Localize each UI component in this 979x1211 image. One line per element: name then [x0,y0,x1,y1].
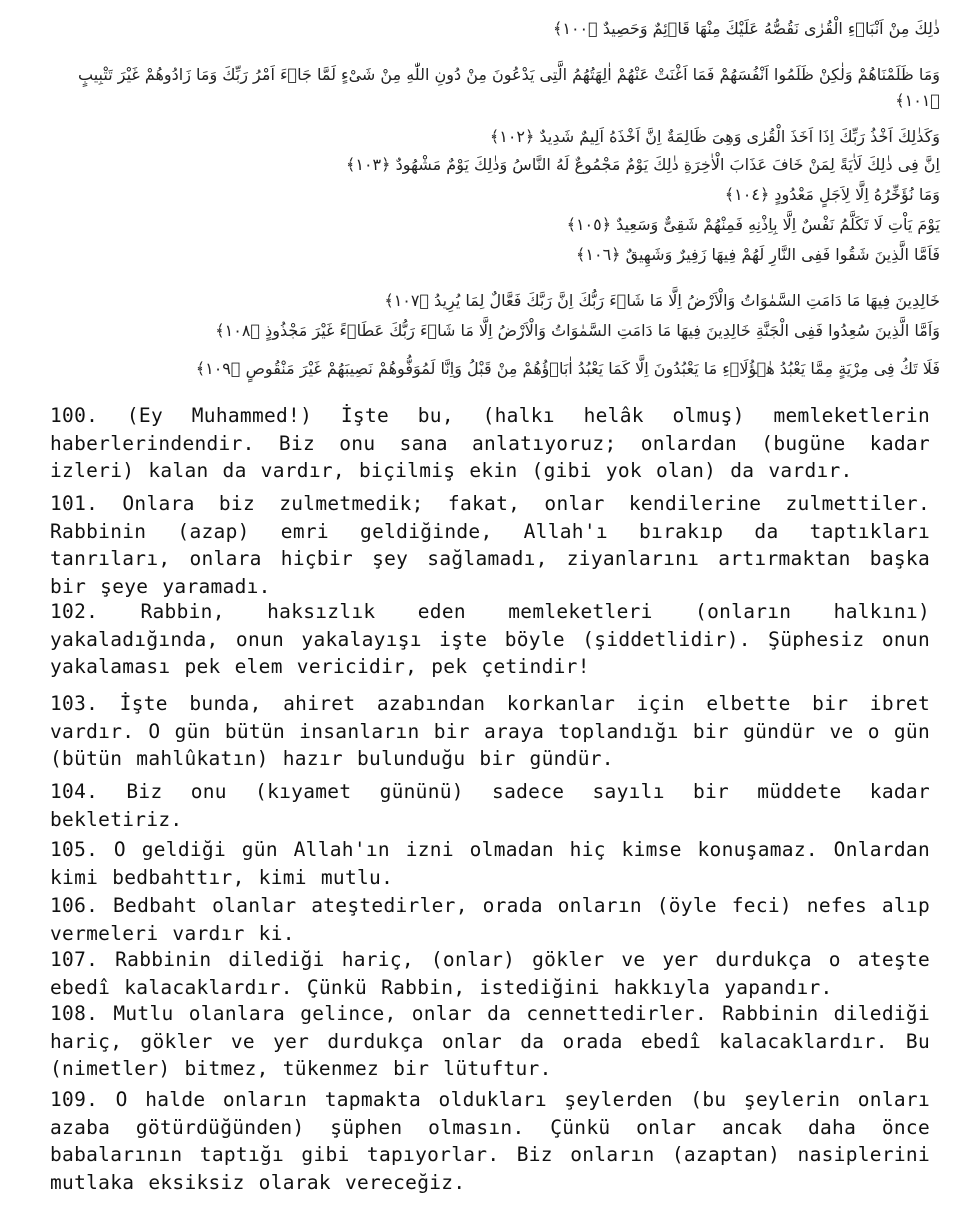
arabic-verse-101: وَمَا ظَلَمْنَاهُمْ وَلٰكِنْ ظَلَمُوا اَنْفُسَهُمْ فَمَا اَغْنَتْ عَنْهُمْ اٰلِهَتُهُمُ الَّتِى يَدْعُونَ مِنْ دُونِ اللّٰهِ مِنْ شَىْءٍ لَمَّا جَاۤءَ اَمْرُ رَبِّكَ وَمَا زَادُوهُمْ غَيْرَ تَتْبِيبٍ ﴿١٠١﴾ [78,65,940,110]
translation-verse-109: 109. O halde onların tapmakta oldukları şeylerden (bu şeylerin onları azaba götürdüğünden) şüphen olmasın. Çünkü onlar ancak daha önce babalarının taptığı gibi tapıyorlar. Biz onların (azaptan) nasiplerini mutlaka eksiksiz olarak vereceğiz. [50,1088,930,1194]
translation-verse-104: 104. Biz onu (kıyamet gününü) sadece sayılı bir müddete kadar bekletiriz. [50,780,930,831]
arabic-verse-103: اِنَّ فِى ذٰلِكَ لَاٰيَةً لِمَنْ خَافَ عَذَابَ الْاٰخِرَةِ ذٰلِكَ يَوْمٌ مَجْمُوعٌ لَهُ النَّاسُ وَذٰلِكَ يَوْمٌ مَشْهُودٌ ﴿١٠٣﴾ [345,155,940,174]
arabic-verse-106: فَاَمَّا الَّذِينَ شَقُوا فَفِى النَّارِ لَهُمْ فِيهَا زَفِيرٌ وَشَهِيقٌ ﴿١٠٦﴾ [576,245,940,264]
arabic-verse-100: ذٰلِكَ مِنْ اَنْبَاۤءِ الْقُرٰى نَقُصُّهُ عَلَيْكَ مِنْهَا قَاۤئِمٌ وَحَصِيدٌ ﴿١٠٠﴾ [552,19,940,38]
translation-verse-103: 103. İşte bunda, ahiret azabından korkanlar için elbette bir ibret vardır. O gün bütün insanların bir araya toplandığı bir gündür ve o gün (bütün mahlûkatın) hazır bulunduğu bir gündür. [50,692,930,770]
translation-verse-106: 106. Bedbaht olanlar ateştedirler, orada onların (öyle feci) nefes alıp vermeleri vardır ki. [50,894,930,945]
translation-verse-105: 105. O geldiği gün Allah'ın izni olmadan hiç kimse konuşamaz. Onlardan kimi bedbahttır, kimi mutlu. [50,838,930,889]
translation-verse-102: 102. Rabbin, haksızlık eden memleketleri (onların halkını) yakaladığında, onun yakalayışı işte böyle (şiddetlidir). Şüphesiz onun yakalaması pek elem vericidir, pek çetindir! [50,600,930,678]
arabic-verse-109: فَلَا تَكُ فِى مِرْيَةٍ مِمَّا يَعْبُدُ هٰۤؤُلَاۤءِ مَا يَعْبُدُونَ اِلَّا كَمَا يَعْبُدُ اٰبَاۤؤُهُمْ مِنْ قَبْلُ وَاِنَّا لَمُوَفُّوهُمْ نَصِيبَهُمْ غَيْرَ مَنْقُوصٍ ﴿١٠٩﴾ [195,359,940,378]
translation-verse-101: 101. Onlara biz zulmetmedik; fakat, onlar kendilerine zulmettiler. Rabbinin (azap) emri geldiğinde, Allah'ı bırakıp da taptıkları tanrıları, onlara hiçbir şey sağlamadı, ziyanlarını artırmaktan başka bir şeye yaramadı. [50,492,930,598]
translation-verse-108: 108. Mutlu olanlara gelince, onlar da cennettedirler. Rabbinin dilediği hariç, gökler ve yer durdukça onlar da orada ebedî kalacaklardır. Bu (nimetler) bitmez, tükenmez bir lütuftur. [50,1002,930,1080]
translation-verse-107: 107. Rabbinin dilediği hariç, (onlar) gökler ve yer durdukça o ateşte ebedî kalacaklardır. Çünkü Rabbin, istediğini hakkıyla yapandır. [50,948,930,999]
arabic-verse-105: يَوْمَ يَاْتِ لَا تَكَلَّمُ نَفْسٌ اِلَّا بِاِذْنِهِ فَمِنْهُمْ شَقِىٌّ وَسَعِيدٌ ﴿١٠٥﴾ [566,215,940,234]
translation-verse-100: 100. (Ey Muhammed!) İşte bu, (halkı helâk olmuş) memleketlerin haberlerindendir. Biz onu sana anlatıyoruz; onlardan (bugüne kadar izleri) kalan da vardır, biçilmiş ekin (gibi yok olan) da vardır. [50,404,930,482]
arabic-verse-107: خَالِدِينَ فِيهَا مَا دَامَتِ السَّمٰوَاتُ وَالْاَرْضُ اِلَّا مَا شَاۤءَ رَبُّكَ اِنَّ رَبَّكَ فَعَّالٌ لِمَا يُرِيدُ ﴿١٠٧﴾ [384,291,940,310]
arabic-verse-102: وَكَذٰلِكَ اَخْذُ رَبِّكَ اِذَا اَخَذَ الْقُرٰى وَهِىَ ظَالِمَةٌ اِنَّ اَخْذَهُ اَلِيمٌ شَدِيدٌ ﴿١٠٢﴾ [489,127,940,146]
arabic-verse-104: وَمَا نُؤَخِّرُهُ اِلَّا لِاَجَلٍ مَعْدُودٍ ﴿١٠٤﴾ [724,185,940,204]
arabic-verse-108: وَاَمَّا الَّذِينَ سُعِدُوا فَفِى الْجَنَّةِ خَالِدِينَ فِيهَا مَا دَامَتِ السَّمٰوَاتُ وَالْاَرْضُ اِلَّا مَا شَاۤءَ رَبُّكَ عَطَاۤءً غَيْرَ مَجْذُوذٍ ﴿١٠٨﴾ [215,321,940,340]
